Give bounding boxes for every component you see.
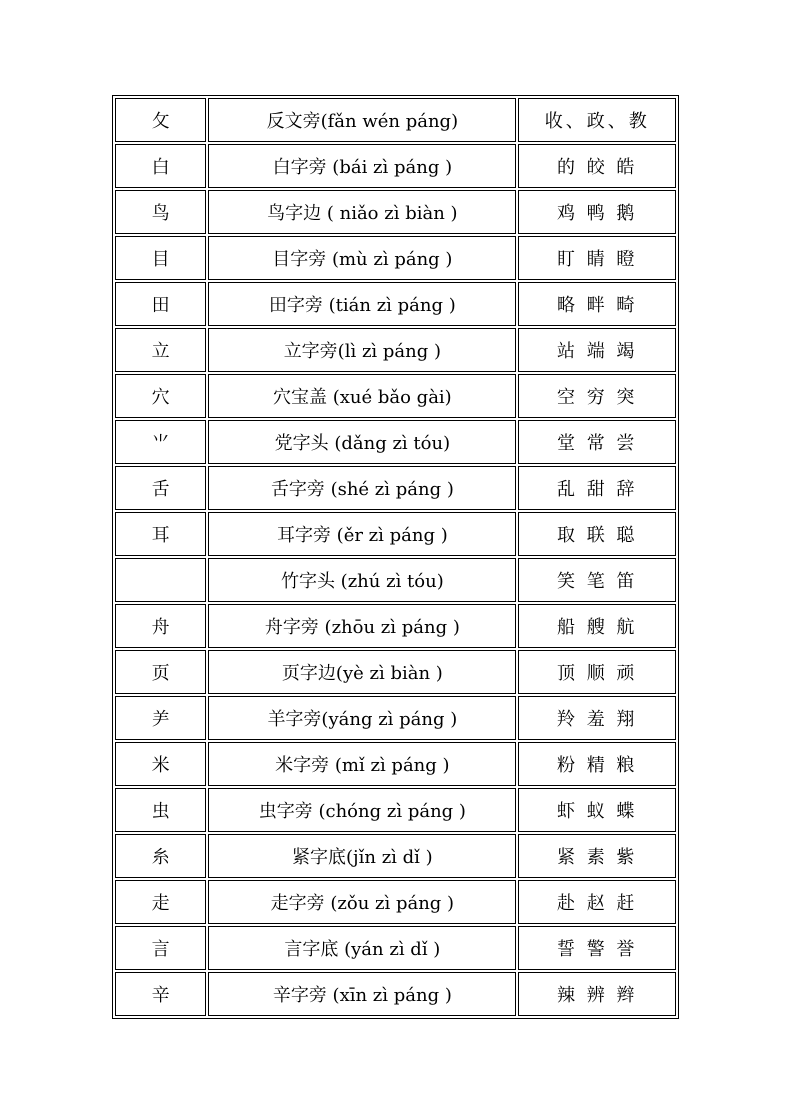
example-characters-cell: 空 穷 突 <box>518 374 676 418</box>
table-row <box>115 558 676 602</box>
radical-cell: 辛 <box>115 972 206 1016</box>
radical-cell: 舟 <box>115 604 206 648</box>
radical-cell: 页 <box>115 650 206 694</box>
radical-cell: 糸 <box>115 834 206 878</box>
table-row <box>115 236 676 280</box>
radical-cell <box>115 558 206 602</box>
table-row <box>115 328 676 372</box>
table-row <box>115 374 676 418</box>
example-characters-cell: 辣 辨 辫 <box>518 972 676 1016</box>
example-characters-cell: 紧 素 紫 <box>518 834 676 878</box>
example-characters-cell: 羚 羞 翔 <box>518 696 676 740</box>
radical-name-cell: 页字边(yè zì biàn ) <box>208 650 516 694</box>
example-characters-cell: 粉 精 粮 <box>518 742 676 786</box>
radical-cell: 田 <box>115 282 206 326</box>
example-characters-cell: 站 端 竭 <box>518 328 676 372</box>
radical-name-cell: 紧字底(jǐn zì dǐ ) <box>208 834 516 878</box>
radical-table <box>112 95 679 1019</box>
table-row <box>115 604 676 648</box>
radical-name-cell: 反文旁(fǎn wén páng) <box>208 98 516 142</box>
table-row <box>115 466 676 510</box>
radical-name-cell: 虫字旁 (chóng zì páng ) <box>208 788 516 832</box>
radical-cell: 米 <box>115 742 206 786</box>
radical-name-cell: 耳字旁 (ěr zì páng ) <box>208 512 516 556</box>
radical-name-cell: 走字旁 (zǒu zì páng ) <box>208 880 516 924</box>
example-characters-cell: 略 畔 畸 <box>518 282 676 326</box>
example-characters-cell: 赴 赵 赶 <box>518 880 676 924</box>
radical-cell: 目 <box>115 236 206 280</box>
table-row <box>115 190 676 234</box>
table-row <box>115 696 676 740</box>
radical-cell: 走 <box>115 880 206 924</box>
table-row <box>115 144 676 188</box>
example-characters-cell: 笑 笔 笛 <box>518 558 676 602</box>
radical-table-body <box>115 98 676 1016</box>
radical-name-cell: 舟字旁 (zhōu zì páng ) <box>208 604 516 648</box>
radical-name-cell: 党字头 (dǎng zì tóu) <box>208 420 516 464</box>
table-row <box>115 972 676 1016</box>
radical-cell: 鸟 <box>115 190 206 234</box>
radical-cell: 白 <box>115 144 206 188</box>
example-characters-cell: 取 联 聪 <box>518 512 676 556</box>
table-row <box>115 834 676 878</box>
table-row <box>115 282 676 326</box>
example-characters-cell: 虾 蚁 蝶 <box>518 788 676 832</box>
example-characters-cell: 乱 甜 辞 <box>518 466 676 510</box>
radical-name-cell: 目字旁 (mù zì páng ) <box>208 236 516 280</box>
table-row <box>115 880 676 924</box>
radical-cell: 立 <box>115 328 206 372</box>
radical-name-cell: 立字旁(lì zì páng ) <box>208 328 516 372</box>
radical-cell: 虫 <box>115 788 206 832</box>
radical-cell: 穴 <box>115 374 206 418</box>
example-characters-cell: 收、政、教 <box>518 98 676 142</box>
example-characters-cell: 顶 顺 顽 <box>518 650 676 694</box>
table-row <box>115 98 676 142</box>
radical-cell: 攵 <box>115 98 206 142</box>
radical-cell: ⺶ <box>115 696 206 740</box>
radical-name-cell: 竹字头 (zhú zì tóu) <box>208 558 516 602</box>
radical-cell: 舌 <box>115 466 206 510</box>
radical-name-cell: 羊字旁(yáng zì páng ) <box>208 696 516 740</box>
example-characters-cell: 誓 警 誉 <box>518 926 676 970</box>
table-row <box>115 926 676 970</box>
radical-name-cell: 辛字旁 (xīn zì páng ) <box>208 972 516 1016</box>
radical-name-cell: 言字底 (yán zì dǐ ) <box>208 926 516 970</box>
radical-name-cell: 田字旁 (tián zì páng ) <box>208 282 516 326</box>
example-characters-cell: 的 皎 皓 <box>518 144 676 188</box>
example-characters-cell: 鸡 鸭 鹅 <box>518 190 676 234</box>
radical-cell: 耳 <box>115 512 206 556</box>
radical-name-cell: 舌字旁 (shé zì páng ) <box>208 466 516 510</box>
radical-cell: 言 <box>115 926 206 970</box>
example-characters-cell: 盯 睛 瞪 <box>518 236 676 280</box>
table-row <box>115 512 676 556</box>
radical-name-cell: 米字旁 (mǐ zì páng ) <box>208 742 516 786</box>
radical-name-cell: 鸟字边 ( niǎo zì biàn ) <box>208 190 516 234</box>
table-row <box>115 788 676 832</box>
radical-name-cell: 白字旁 (bái zì páng ) <box>208 144 516 188</box>
radical-cell: ⺌ <box>115 420 206 464</box>
table-row <box>115 742 676 786</box>
table-row <box>115 650 676 694</box>
radical-name-cell: 穴宝盖 (xué bǎo gài) <box>208 374 516 418</box>
example-characters-cell: 堂 常 尝 <box>518 420 676 464</box>
example-characters-cell: 船 艘 航 <box>518 604 676 648</box>
table-row <box>115 420 676 464</box>
